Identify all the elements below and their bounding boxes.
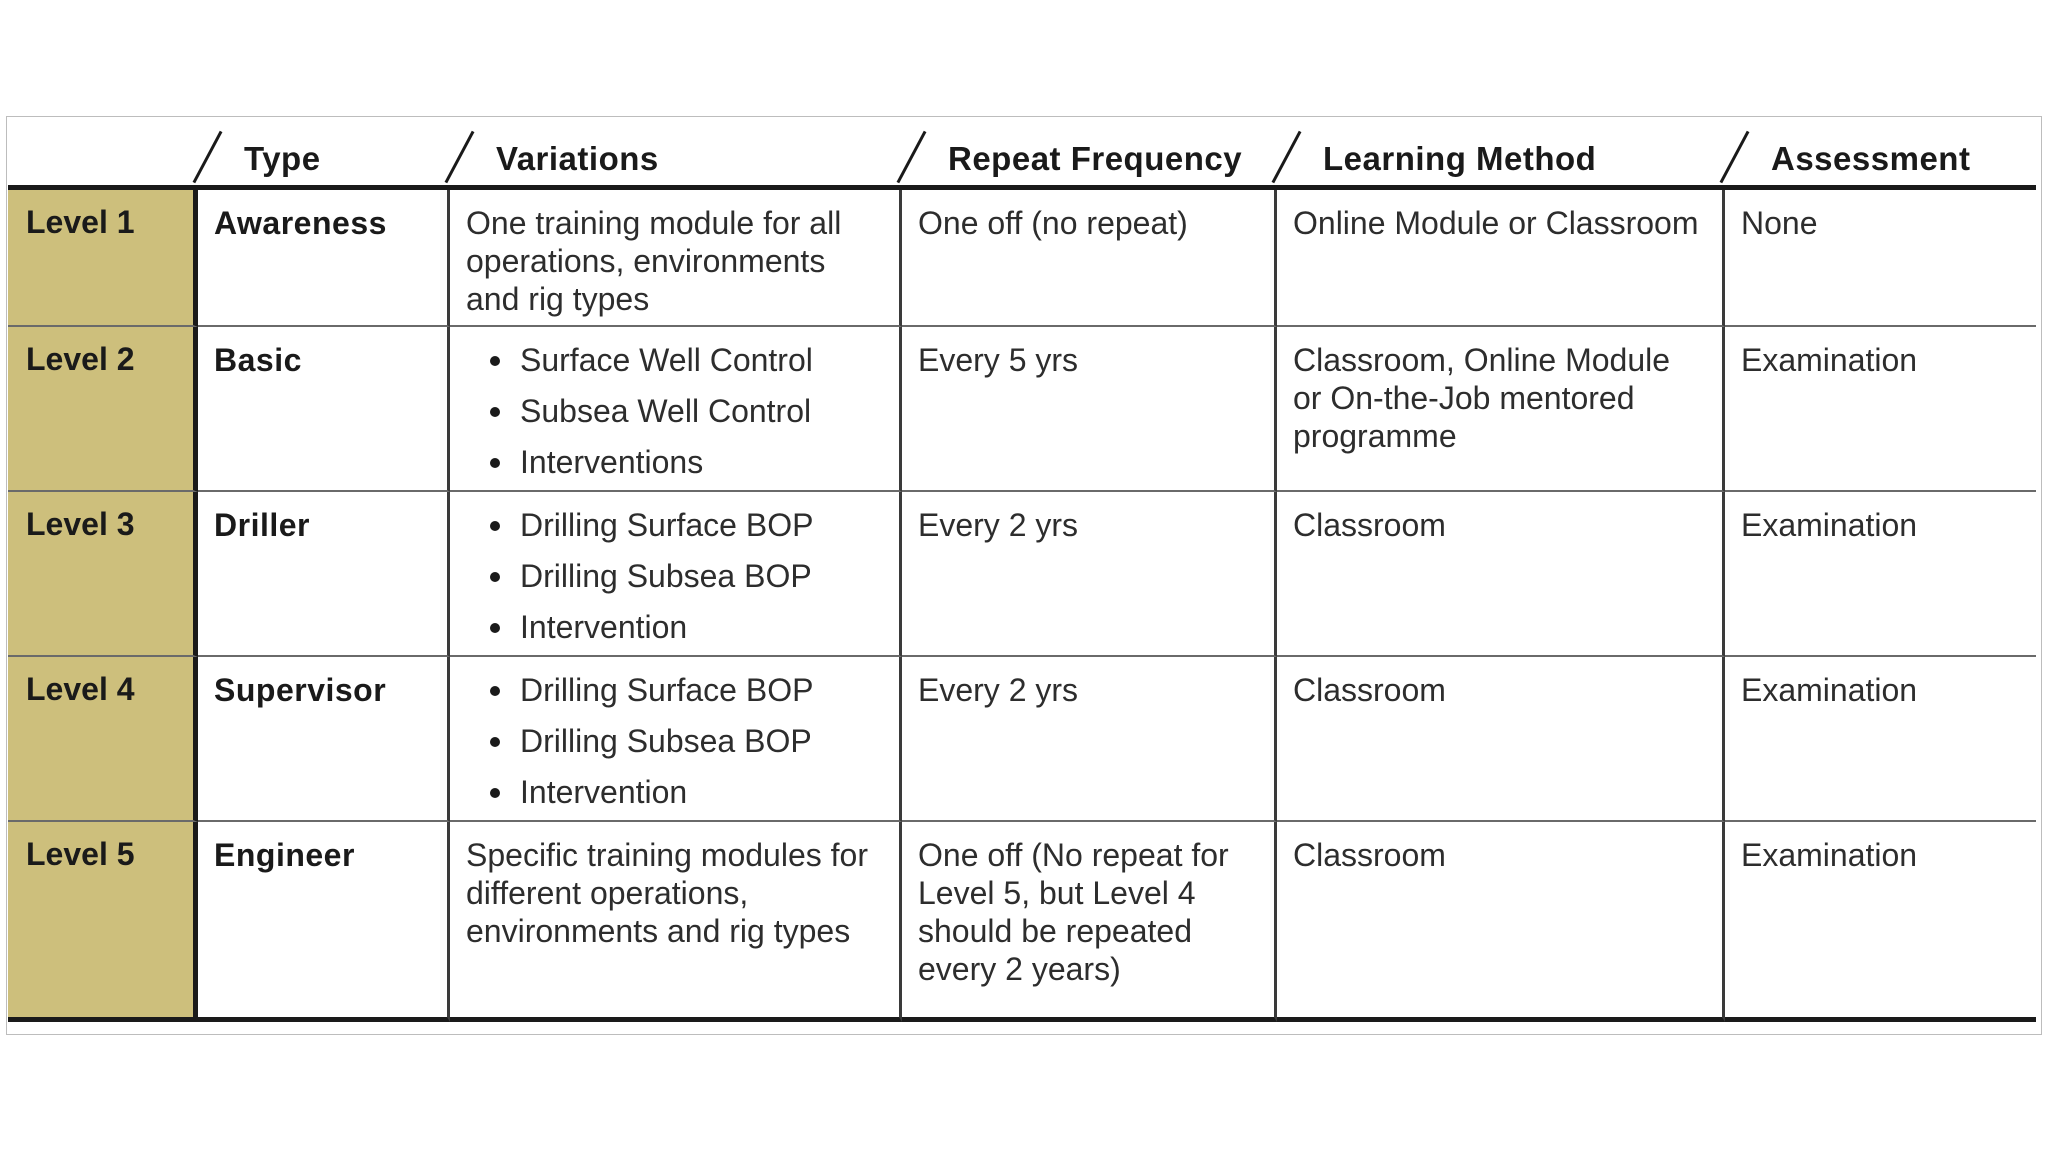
learning-method-cell: Classroom [1277, 492, 1725, 657]
variation-item: Drilling Subsea BOP [520, 722, 883, 760]
header-variations [450, 118, 902, 190]
variations-cell [450, 657, 902, 822]
variations-cell [450, 492, 902, 657]
header-learning-method-label: Learning Method [1323, 140, 1597, 177]
header-variations-label: Variations [496, 140, 659, 177]
header-assessment [1725, 118, 2036, 190]
learning-method-cell: Classroom, Online Module or On-the-Job mentored programme [1277, 327, 1725, 492]
header-learning-method [1277, 118, 1725, 190]
repeat-frequency-cell: One off (No repeat for Level 5, but Level 4 should be repeated every 2 years) [902, 822, 1277, 1022]
variations-list [466, 506, 883, 646]
type-cell: Awareness [198, 190, 450, 327]
header-type [198, 118, 450, 190]
variations-list [466, 671, 883, 811]
assessment-cell: Examination [1725, 657, 2036, 822]
assessment-cell: Examination [1725, 492, 2036, 657]
repeat-frequency-cell: Every 2 yrs [902, 492, 1277, 657]
level-label: Level 3 [8, 492, 198, 657]
variations-cell: One training module for all operations, environments and rig types [450, 190, 902, 327]
learning-method-cell: Online Module or Classroom [1277, 190, 1725, 327]
header-slash-divider [1272, 131, 1302, 184]
repeat-frequency-cell: Every 5 yrs [902, 327, 1277, 492]
variations-list [466, 341, 883, 481]
level-label: Level 5 [8, 822, 198, 1022]
type-cell: Supervisor [198, 657, 450, 822]
assessment-cell: Examination [1725, 327, 2036, 492]
variations-cell: Specific training modules for different operations, environments and rig types [450, 822, 902, 1022]
variation-item: Subsea Well Control [520, 392, 883, 430]
header-slash-divider [1720, 131, 1750, 184]
header-repeat-frequency [902, 118, 1277, 190]
assessment-cell: None [1725, 190, 2036, 327]
level-label: Level 2 [8, 327, 198, 492]
variation-item: Drilling Subsea BOP [520, 557, 883, 595]
variation-item: Intervention [520, 608, 883, 646]
repeat-frequency-cell: Every 2 yrs [902, 657, 1277, 822]
learning-method-cell: Classroom [1277, 657, 1725, 822]
header-slash-divider [897, 131, 927, 184]
type-cell: Driller [198, 492, 450, 657]
variation-item: Drilling Surface BOP [520, 506, 883, 544]
level-label: Level 1 [8, 190, 198, 327]
header-type-label: Type [244, 140, 321, 177]
header-slash-divider [445, 131, 475, 184]
variation-item: Surface Well Control [520, 341, 883, 379]
variations-cell [450, 327, 902, 492]
level-label: Level 4 [8, 657, 198, 822]
training-levels-table [8, 118, 2036, 1022]
header-assessment-label: Assessment [1771, 140, 1971, 177]
repeat-frequency-cell: One off (no repeat) [902, 190, 1277, 327]
assessment-cell: Examination [1725, 822, 2036, 1022]
header-repeat-frequency-label: Repeat Frequency [948, 140, 1243, 177]
header-slash-divider [193, 131, 223, 184]
variation-item: Drilling Surface BOP [520, 671, 883, 709]
header-corner [8, 118, 198, 190]
type-cell: Engineer [198, 822, 450, 1022]
learning-method-cell: Classroom [1277, 822, 1725, 1022]
variation-item: Intervention [520, 773, 883, 811]
variation-item: Interventions [520, 443, 883, 481]
type-cell: Basic [198, 327, 450, 492]
